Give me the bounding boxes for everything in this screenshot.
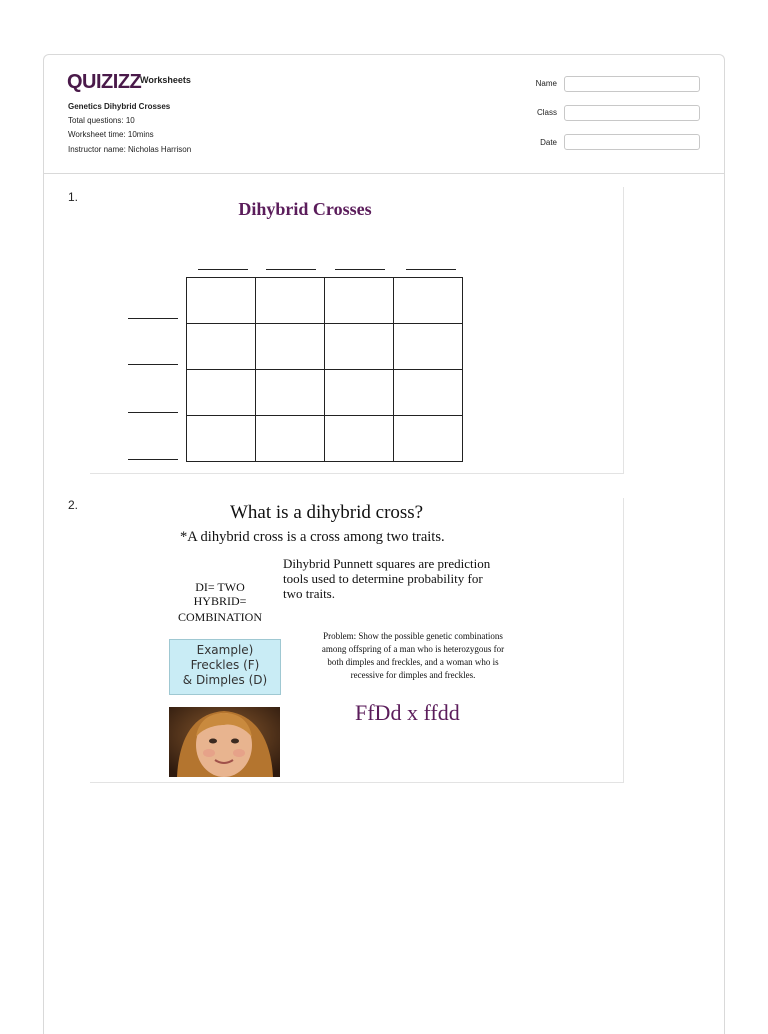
punnett-cell (394, 278, 463, 324)
worksheet-time: Worksheet time: 10mins (68, 130, 154, 139)
name-label: Name (535, 79, 557, 88)
question-2-slide (90, 498, 624, 783)
definition-text: *A dihybrid cross is a cross among two traits. (180, 529, 445, 545)
punnett-cell (394, 324, 463, 370)
cross-equation: FfDd x ffdd (355, 700, 460, 725)
total-questions: Total questions: 10 (68, 116, 135, 125)
worksheet (43, 54, 725, 1034)
question-number: 2. (68, 498, 79, 512)
example-line: Example) (196, 643, 254, 657)
class-field[interactable] (564, 105, 700, 121)
di-hybrid-note (170, 580, 270, 624)
class-label: Class (536, 108, 557, 117)
slide-title: Dihybrid Crosses (238, 199, 372, 219)
example-card (169, 639, 281, 695)
column-allele-blank (198, 269, 248, 270)
punnett-note: Dihybrid Punnett squares are prediction tools used to determine probability for two traits. (283, 556, 491, 601)
example-line: & Dimples (D) (182, 673, 268, 687)
row-allele-blank (128, 364, 178, 365)
date-label: Date (540, 138, 557, 147)
question-1-slide (90, 187, 624, 474)
punnett-cell (256, 370, 325, 416)
punnett-cell (325, 416, 394, 462)
punnett-cell (256, 324, 325, 370)
child-photo (169, 707, 280, 777)
column-allele-blank (406, 269, 456, 270)
date-field[interactable] (564, 134, 700, 150)
punnett-cell (187, 416, 256, 462)
punnett-cell (187, 370, 256, 416)
row-allele-blank (128, 459, 178, 460)
punnett-cell (394, 416, 463, 462)
punnett-cell (325, 324, 394, 370)
example-line: Freckles (F) (190, 658, 260, 672)
worksheet-header (44, 55, 724, 174)
question-number: 1. (68, 190, 79, 204)
punnett-cell (394, 370, 463, 416)
column-allele-blank (335, 269, 385, 270)
row-allele-blank (128, 318, 178, 319)
name-field[interactable] (564, 76, 700, 92)
hybrid-line: HYBRID= (193, 594, 247, 608)
punnett-cell (325, 278, 394, 324)
logo-subtitle: Worksheets (140, 75, 191, 85)
row-allele-blank (128, 412, 178, 413)
di-line: DI= TWO (195, 580, 245, 594)
punnett-cell (256, 278, 325, 324)
problem-text: Problem: Show the possible genetic combinations among offspring of a man who is heterozygous for both dimples and freckles, and a woman who is recessive for dimples and freckles. (321, 631, 505, 680)
quizizz-logo: QUIZIZZ (67, 71, 142, 93)
instructor-name: Instructor name: Nicholas Harrison (68, 145, 192, 154)
slide-title: What is a dihybrid cross? (230, 502, 424, 523)
worksheet-title: Genetics Dihybrid Crosses (68, 102, 171, 111)
punnett-cell (187, 278, 256, 324)
punnett-cell (256, 416, 325, 462)
combination-line: COMBINATION (178, 610, 262, 624)
punnett-cell (325, 370, 394, 416)
punnett-cell (187, 324, 256, 370)
punnett-square (186, 277, 463, 462)
column-allele-blank (266, 269, 316, 270)
